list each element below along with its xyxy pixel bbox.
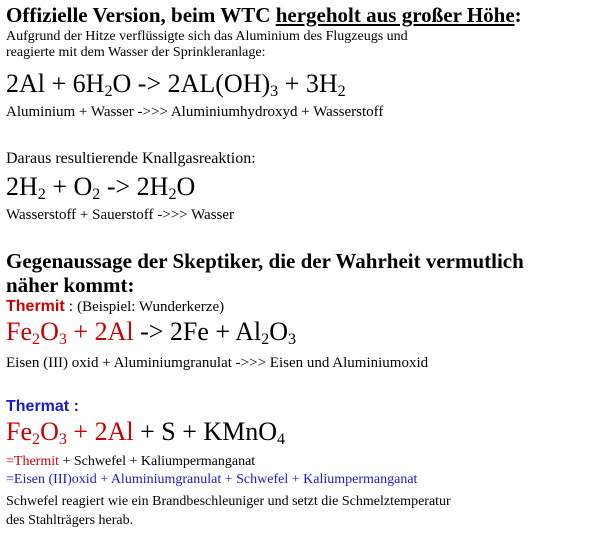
equation-aluminium-water-description: Aluminium + Wasser ->>> Aluminiumhydroxyd + Wasserstoff: [6, 104, 384, 120]
title-lead: Offizielle Version, beim WTC: [6, 3, 276, 27]
equation-knallgas: $2H_2 + O_2 -> 2H_2O$: [6, 172, 196, 204]
equation-thermit: $Fe_2O_3 + 2Al -> 2Fe + Al_2O_3$: [6, 317, 297, 349]
skeptic-heading-line-2: näher kommt:: [6, 273, 135, 297]
thermat-line-3: Schwefel reagiert wie ein Brandbeschleuniger und setzt die Schmelztemperatur: [6, 494, 451, 509]
equation-thermat: $Fe_2O_3 + 2Al + S$ + KMnO$_4$: [6, 417, 286, 449]
title-underlined: hergeholt aus großer Höhe: [275, 3, 515, 27]
equation-knallgas-description: Wasserstoff + Sauerstoff ->>> Wasser: [6, 207, 235, 223]
thermit-label-line: Thermit : (Beispiel: Wunderkerze): [6, 298, 225, 315]
thermat-line-4: des Stahlträgers herab.: [6, 513, 134, 528]
thermat-line-2: =Eisen (III)oxid + Aluminiumgranulat + Schwefel + Kaliumpermanganat: [6, 472, 418, 487]
intro-line-2: reagierte mit dem Wasser der Sprinkleranlage:: [6, 45, 266, 60]
skeptic-heading-line-1: Gegenaussage der Skeptiker, die der Wahrheit vermutlich: [6, 249, 524, 273]
thermit-label: Thermit: [6, 298, 65, 315]
equation-aluminium-water: $2Al + 6H_2O -> 2AL(OH)_3 + 3H_2$: [6, 69, 346, 101]
equation-thermit-description: Eisen (III) oxid + Aluminiumgranulat ->>> Eisen und Aluminiumoxid: [6, 355, 429, 371]
thermat-label: Thermat :: [6, 398, 79, 415]
title-tail: :: [514, 3, 522, 27]
page-title: [6, 3, 522, 28]
knallgas-heading: Daraus resultierende Knallgasreaktion:: [6, 150, 256, 167]
intro-line-1: Aufgrund der Hitze verflüssigte sich das Aluminium des Flugzeugs und: [6, 29, 408, 44]
thermat-line-1: =Thermit + Schwefel + Kaliumpermanganat: [6, 454, 256, 469]
thermit-example: (Beispiel: Wunderkerze): [77, 299, 225, 315]
